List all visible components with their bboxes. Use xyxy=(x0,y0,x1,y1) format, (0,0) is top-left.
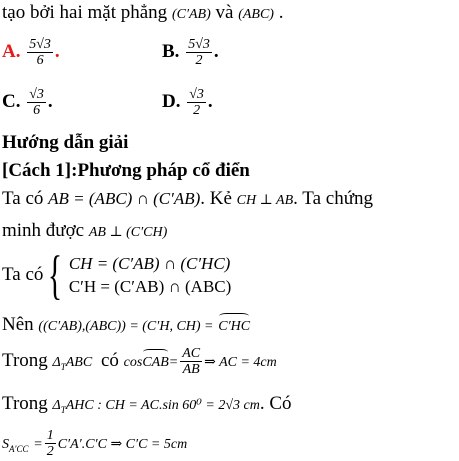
plane-c-ab: (C′AB) xyxy=(171,7,211,22)
option-d-fraction xyxy=(187,87,206,118)
option-c-label: C. xyxy=(2,90,21,112)
triangle-symbol: Δ xyxy=(52,354,61,370)
angle-cab: CAB xyxy=(142,352,168,374)
ke-word: . Kẻ xyxy=(200,188,232,209)
solution-line-3 xyxy=(2,245,232,305)
solution-line-1 xyxy=(2,188,373,212)
half-numerator: 1 xyxy=(46,428,54,443)
ab-perp-plane: AB ⊥ (C′CH) xyxy=(88,225,168,240)
angle-chc: C′HC xyxy=(218,316,250,338)
equals-sign: = xyxy=(168,354,179,370)
triangle-abc xyxy=(53,355,93,370)
triangle-sub-2: T xyxy=(60,404,66,415)
ch-formula: AHC : CH = AC.sin 60⁰ = 2√3 cm xyxy=(65,398,260,413)
solution-line-2 xyxy=(2,220,167,244)
option-b-period: . xyxy=(213,40,219,62)
cos-text: cos xyxy=(123,354,143,370)
perpendicular-formula: CH ⊥ AB xyxy=(236,193,294,208)
cos-denominator: AB xyxy=(182,362,200,377)
cos-numerator: AC xyxy=(182,346,201,361)
option-b-numerator: 5√3 xyxy=(188,37,210,52)
plane-abc: (ABC) xyxy=(238,7,274,22)
option-c-denominator: 6 xyxy=(33,103,41,118)
ac-result: ⇒ AC = 4cm xyxy=(204,354,277,370)
minh-duoc: minh được xyxy=(2,220,85,241)
system-row-2: C′H = (C′AB) ∩ (ABC) xyxy=(68,277,232,296)
triangle-symbol-2: Δ xyxy=(52,398,61,413)
ta-co: Ta có xyxy=(2,188,44,209)
nen-word: Nên xyxy=(2,314,34,335)
option-c-period: . xyxy=(47,90,53,112)
option-a-label: A. xyxy=(2,40,21,62)
option-b xyxy=(162,37,219,68)
cos-fraction xyxy=(180,346,202,377)
option-d-numerator: √3 xyxy=(189,87,204,102)
option-d-denominator: 2 xyxy=(193,103,201,118)
system-row-1: CH = (C′AB) ∩ (C′HC) xyxy=(68,254,231,273)
left-brace: { xyxy=(47,245,63,305)
option-d-period: . xyxy=(207,90,213,112)
triangle-sub: T xyxy=(60,361,66,372)
co-end: . Có xyxy=(259,393,292,414)
option-b-denominator: 2 xyxy=(195,53,203,68)
ta-co-2: Ta có xyxy=(2,264,44,285)
option-c-numerator: √3 xyxy=(29,87,44,102)
period: . xyxy=(278,2,284,23)
trong-word: Trong xyxy=(2,349,48,371)
option-d xyxy=(162,87,213,118)
option-b-label: B. xyxy=(162,40,180,62)
method-heading: [Cách 1]:Phương pháp cổ điển xyxy=(2,160,250,181)
problem-text-line xyxy=(2,2,283,26)
option-a-denominator: 6 xyxy=(36,53,44,68)
problem-text: tạo bởi hai mặt phẳng xyxy=(2,2,168,23)
triangle-name: ABC xyxy=(65,354,93,370)
option-c xyxy=(2,87,53,118)
co-word: có xyxy=(100,349,119,371)
option-a-period: . xyxy=(54,40,60,62)
ta-chung: . Ta chứng xyxy=(293,188,373,209)
option-a-fraction xyxy=(27,37,53,68)
option-b-fraction xyxy=(186,37,212,68)
area-symbol xyxy=(2,437,28,452)
solution-line-6 xyxy=(2,393,292,421)
and-word: và xyxy=(215,2,234,23)
cc-result: C′A′.C′C ⇒ C′C = 5cm xyxy=(57,436,188,452)
area-s: S xyxy=(2,436,9,452)
solution-line-5 xyxy=(2,346,277,378)
option-a xyxy=(2,37,60,68)
intersection-formula: AB = (ABC) ∩ (C′AB) xyxy=(48,189,201,208)
half-denominator: 2 xyxy=(46,444,54,459)
triangle-ahc xyxy=(53,398,260,413)
option-c-fraction xyxy=(27,87,46,118)
option-d-label: D. xyxy=(162,90,181,112)
solution-line-7 xyxy=(2,428,187,460)
half-fraction xyxy=(45,428,56,459)
area-sub: A′CC xyxy=(9,443,29,454)
trong-word-2: Trong xyxy=(2,393,48,414)
equation-system xyxy=(69,252,231,298)
equals-sign-2: = xyxy=(33,436,43,452)
solution-heading: Hướng dẫn giải xyxy=(2,132,129,153)
option-a-numerator: 5√3 xyxy=(29,37,51,52)
angle-equality: ((C′AB),(ABC)) = (C′H, CH) = xyxy=(38,319,214,334)
solution-line-4 xyxy=(2,314,250,338)
